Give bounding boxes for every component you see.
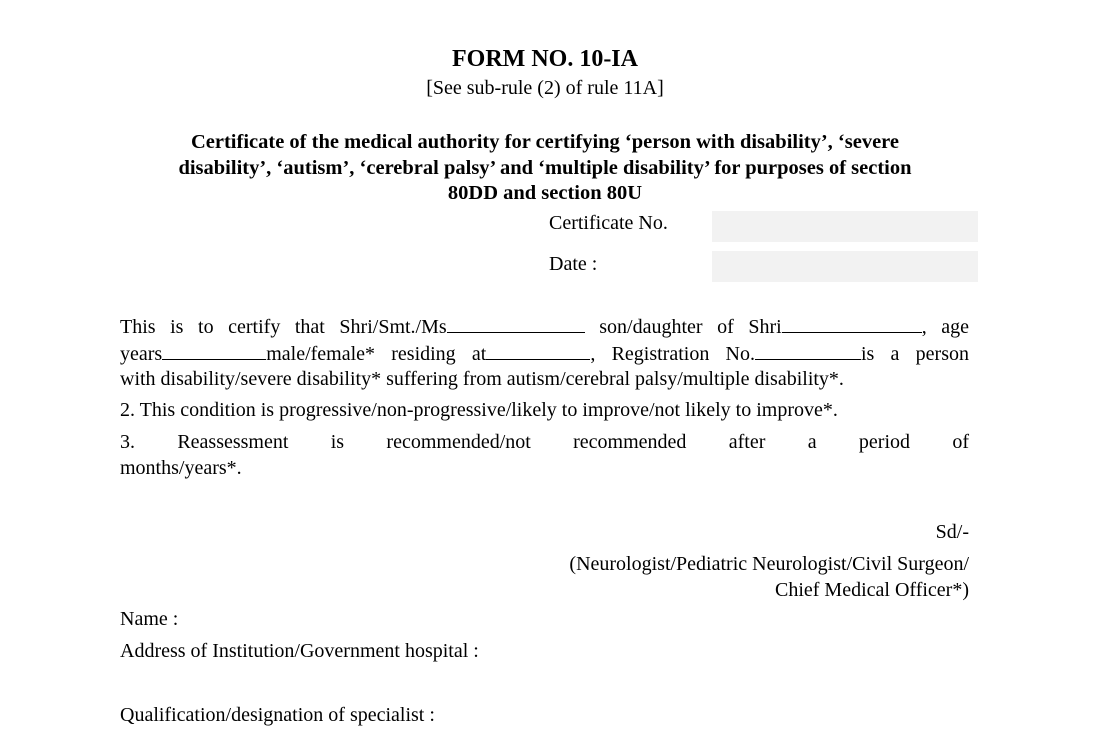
heading-line-2: disability’, ‘autism’, ‘cerebral palsy’ and ‘multiple disability’ for purposes of section	[178, 156, 912, 179]
date-input[interactable]	[712, 251, 978, 282]
heading-line-3: 80DD and section 80U	[447, 182, 643, 204]
certification-paragraph	[120, 314, 969, 393]
age-years-blank[interactable]	[162, 341, 266, 360]
date-label: Date :	[549, 253, 598, 275]
gender-residence-text: male/female* residing at	[266, 342, 487, 365]
sd-mark: Sd/-	[935, 521, 969, 543]
condition-paragraph: 2. This condition is progressive/non-progressive/likely to improve/not likely to improve*.	[120, 399, 838, 421]
parent-text: son/daughter of Shri	[599, 316, 782, 338]
parent-name-blank[interactable]	[782, 314, 922, 333]
registration-no-blank[interactable]	[755, 341, 861, 360]
certificate-no-input[interactable]	[712, 211, 978, 242]
reassessment-line-1: 3. Reassessment is recommended/not recommended after a period of	[120, 431, 969, 453]
reassessment-line-2: months/years*.	[120, 456, 242, 479]
registration-text: , Registration No.	[590, 342, 755, 365]
designation-line-1: (Neurologist/Pediatric Neurologist/Civil Surgeon/	[569, 553, 969, 575]
paragraph-line-3: with disability/severe disability* suffering from autism/cerebral palsy/multiple disability*.	[120, 368, 844, 390]
years-text: years	[120, 342, 163, 365]
age-text: , age	[921, 316, 970, 338]
paragraph-line-1	[120, 314, 969, 341]
certificate-no-label: Certificate No.	[549, 212, 668, 234]
form-heading	[120, 130, 970, 207]
form-title: FORM NO. 10-IA	[452, 46, 638, 72]
is-person-text: is a person	[861, 342, 969, 365]
certify-text: This is to certify that Shri/Smt./Ms	[120, 316, 447, 338]
reassessment-paragraph	[120, 430, 969, 481]
address-label: Address of Institution/Government hospital :	[120, 640, 479, 662]
form-subrule: [See sub-rule (2) of rule 11A]	[426, 77, 664, 99]
designation-block	[569, 551, 969, 603]
person-name-blank[interactable]	[447, 314, 585, 333]
paragraph-line-2	[120, 341, 969, 368]
designation-line-2: Chief Medical Officer*)	[775, 579, 969, 601]
name-label: Name :	[120, 608, 179, 630]
qualification-label: Qualification/designation of specialist :	[120, 704, 435, 726]
heading-line-1: Certificate of the medical authority for certifying ‘person with disability’, ‘severe	[190, 131, 900, 153]
residence-blank[interactable]	[486, 341, 590, 360]
